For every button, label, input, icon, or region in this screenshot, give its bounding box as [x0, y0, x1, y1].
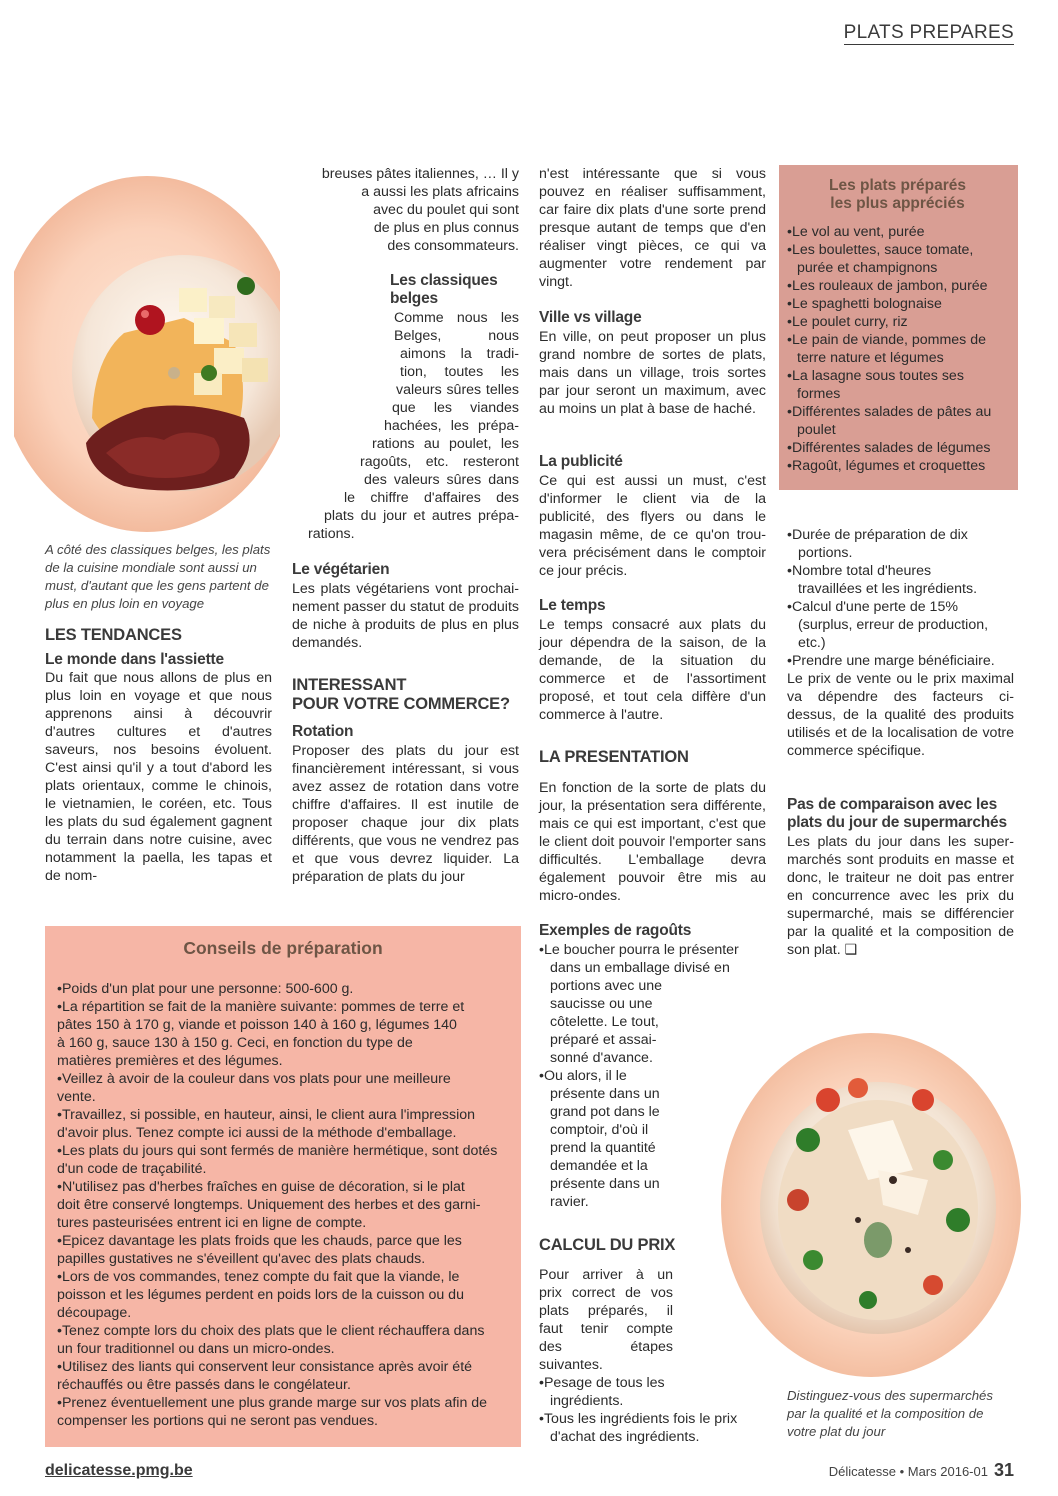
box-top-item: •Le poulet curry, riz	[787, 314, 908, 330]
tendances-heading: LES TENDANCES	[45, 626, 182, 644]
col4-item: •Prendre une marge bénéficiaire.	[787, 653, 995, 669]
photo-stew-plate	[14, 168, 280, 532]
photo2-caption: Distinguez-vous des supermarchés par la qualité et la composition de votre plat du jour	[787, 1388, 993, 1439]
box-conseils-preparation	[45, 926, 521, 1447]
box-top-item: •La lasagne sous toutes ses formes	[787, 368, 964, 402]
box-top-item: •Ragoût, légumes et croquettes	[787, 458, 986, 474]
box-top-item: •Le pain de viande, pommes de terre nature et légumes	[787, 332, 986, 366]
salad-plate-illustration	[718, 1030, 1024, 1380]
box-bottom-title: Conseils de préparation	[183, 938, 383, 958]
footer-issue: Délicatesse • Mars 2016-01	[828, 1464, 988, 1479]
stew-plate-illustration	[14, 168, 280, 532]
footer-right	[829, 1460, 1014, 1481]
box-bottom-item: •N'utilisez pas d'herbes fraîches en guise de décoration, si le plat doit être conservé longtemps. Uniquement des herbes et des garni- tures pasteurisées entrent ici en ligne de compte.	[57, 1179, 481, 1231]
temps-title: Le temps	[539, 597, 606, 614]
box-top-item: •Différentes salades de pâtes au poulet	[787, 404, 992, 438]
box-bottom-item: •Lors de vos commandes, tenez compte du fait que la viande, le poisson et les légumes perdent en poids lors de la cuisson ou du découpage.	[57, 1269, 464, 1321]
section-header: PLATS PREPARES	[843, 22, 1014, 43]
box-bottom-item: •Travaillez, si possible, en hauteur, ainsi, le client aura l'impression d'avoir plus. Tenez compte ici aussi de la méthode d'emballage.	[57, 1107, 475, 1141]
col4-item: •Nombre total d'heures travaillées et les ingrédients.	[787, 563, 978, 597]
comparaison-body: Les plats du jour dans les supermarchés sont produits en masse et donc, le traiteur ne doit pas entrer en concurrence avec les prix du supermarché, mais se différencier par la qualité et la composition de son plat. ❑	[787, 834, 1014, 958]
box-bottom-item: •Poids d'un plat pour une personne: 500-600 g.	[57, 981, 354, 997]
box-top-item: •Le vol au vent, purée	[787, 224, 925, 240]
calcul-list	[539, 1374, 766, 1446]
box-top-item: •Les boulettes, sauce tomate, purée et champignons	[787, 242, 974, 276]
temps-body: Le temps consacré aux plats du jour dépendra de la saison, de la demande, de la situation du commerce et de l'assortiment proposé, et tout cela diffère d'un commerce à l'autre.	[539, 617, 766, 723]
ragouts-title: Exemples de ragoûts	[539, 922, 692, 939]
monde-subheading: Le monde dans l'assiette	[45, 651, 224, 668]
ville-body: En ville, on peut proposer un plus grand nombre de sortes de plats, mais dans un village, trois sortes par jour seront un maximum, avec au moins un plat à base de haché.	[539, 329, 766, 417]
rotation-title: Rotation	[292, 723, 354, 740]
box-top-list	[787, 223, 1008, 475]
end-mark-icon: ❑	[844, 942, 858, 958]
page-number: 31	[993, 1460, 1014, 1480]
vegetarien-title: Le végétarien	[292, 561, 390, 578]
photo1-caption: A côté des classiques belges, les plats de la cuisine mondiale sont aussi un must, d'autant que les gens partent de plus en plus loin en voyage	[45, 542, 271, 611]
box-bottom-item: •Epicez davantage les plats froids que les chauds, parce que les papilles gustatives ne s'éveillent qu'avec des plats chauds.	[57, 1233, 462, 1267]
ragouts-item: •Le boucher pourra le présenter dans un emballage divisé en portions avec une saucisse ou une côtelette. Le tout, préparé et assai- sonné d'avance.	[539, 942, 739, 1066]
calcul-body: Pour arriver à un prix correct de vos plats préparés, il faut tenir compte des étapes suivantes.	[539, 1267, 673, 1373]
box-top-item: •Le spaghetti bolognaise	[787, 296, 942, 312]
box-plats-apprecies	[779, 165, 1018, 490]
ville-title: Ville vs village	[539, 309, 642, 326]
col4-body: Le prix de vente ou le prix maximal va dépendre des facteurs ci-dessus, de la qualité des produits utilisés et de la localisation de votre commerce spécifique.	[787, 671, 1014, 759]
tendances-body: Du fait que nous allons de plus en plus loin en voyage et que nous apprenons ainsi à découvrir d'autres cultures et d'autres saveurs, nos besoins évoluent. C'est ainsi qu'il y a tout d'abord les plats orientaux, comme le chinois, le vietnamien, le coréen, etc. Tous les plats du sud également gagnent du terrain dans notre cuisine, avec notamment la paella, les tapas et de nom-	[45, 670, 272, 884]
classiques-title: Les classiques belges	[390, 272, 498, 307]
vegetarien-body: Les plats végétariens vont prochainement passer du statut de produits de niche à produits de plus en plus demandés.	[292, 581, 519, 651]
presentation-heading: LA PRESENTATION	[539, 748, 689, 766]
box-bottom-item: •La répartition se fait de la manière suivante: pommes de terre et pâtes 150 à 170 g, viande et poisson 140 à 160 g, légumes 140 à 160 g, sauce 130 à 150 g. Ceci, en fonction du type de matières premières et des légumes.	[57, 999, 465, 1069]
calcul-item: •Tous les ingrédients fois le prix d'achat des ingrédients.	[539, 1411, 738, 1445]
col4-list	[787, 526, 1014, 670]
calcul-item: •Pesage de tous les ingrédients.	[539, 1375, 665, 1409]
footer-website-link[interactable]: delicatesse.pmg.be	[45, 1462, 193, 1479]
calcul-heading: CALCUL DU PRIX	[539, 1236, 676, 1254]
col2-intro: breuses pâtes italiennes, … Il y a aussi les plats africains avec du poulet qui sont de plus en plus connus des consommateurs.	[321, 166, 519, 254]
box-bottom-item: •Utilisez des liants qui conservent leur consistance après avoir été réchauffés ou être passés dans le congélateur.	[57, 1359, 473, 1393]
comparaison-title: Pas de comparaison avec les plats du jour de supermarchés	[787, 796, 1007, 831]
box-bottom-item: •Tenez compte lors du choix des plats que le client réchauffera dans un four traditionnel ou dans un micro-ondes.	[57, 1323, 485, 1357]
interessant-heading: INTERESSANT POUR VOTRE COMMERCE?	[292, 676, 510, 713]
box-bottom-list	[57, 980, 509, 1430]
box-top-title: Les plats préparés les plus appréciés	[829, 177, 966, 212]
box-top-item: •Les rouleaux de jambon, purée	[787, 278, 988, 294]
ragouts-item: •Ou alors, il le présente dans un grand pot dans le comptoir, d'où il prend la quantité demandée et la présente dans un ravier.	[539, 1068, 660, 1210]
publicite-body: Ce qui est aussi un must, c'est d'informer le client via de la publicité, des flyers ou dans le magasin même, de ce qu'on trouvera précisément dans le comptoir ce jour précis.	[539, 473, 766, 579]
rotation-body: Proposer des plats du jour est financièrement intéressant, si vous avez assez de rotation dans votre chiffre d'affaires. Il est inutile de proposer chaque jour dix plats différents, que vous ne vendrez pas et que vous devrez liquider. La préparation de plats du jour	[292, 743, 519, 885]
col4-item: •Durée de préparation de dix portions.	[787, 527, 968, 561]
col4-item: •Calcul d'une perte de 15% (surplus, erreur de production, etc.)	[787, 599, 989, 651]
box-bottom-item: •Les plats du jours qui sont fermés de manière hermétique, sont dotés d'un code de traçabilité.	[57, 1143, 498, 1177]
col3-intro: n'est intéressante que si vous pouvez en réaliser suffisamment, car faire dix plats d'une sorte prend presque autant de temps que d'en réaliser vingt pièces, ce qui va augmenter votre rendement par vingt.	[539, 166, 766, 290]
presentation-body: En fonction de la sorte de plats du jour, la présentation sera différente, mais ce qui est important, c'est que le client doit pouvoir l'emporter sans difficultés. L'emballage devra également pouvoir être mis au micro-ondes.	[539, 780, 766, 904]
box-bottom-item: •Prenez éventuellement une plus grande marge sur vos plats afin de compenser les portions qui ne seront pas vendues.	[57, 1395, 488, 1429]
photo-salad-plate	[718, 1030, 1024, 1380]
box-bottom-item: •Veillez à avoir de la couleur dans vos plats pour une meilleure vente.	[57, 1071, 451, 1105]
box-top-item: •Différentes salades de légumes	[787, 440, 991, 456]
publicite-title: La publicité	[539, 453, 623, 470]
classiques-body: Comme nous les Belges, nous aimons la tradi- tion, toutes les valeurs sûres telles que les viandes hachées, les prépa- rations au poulet, les ragoûts, etc. resteront des valeurs sûres dans le chiffre d'affaires des plats du jour et autres prépa- rations.	[308, 310, 519, 542]
